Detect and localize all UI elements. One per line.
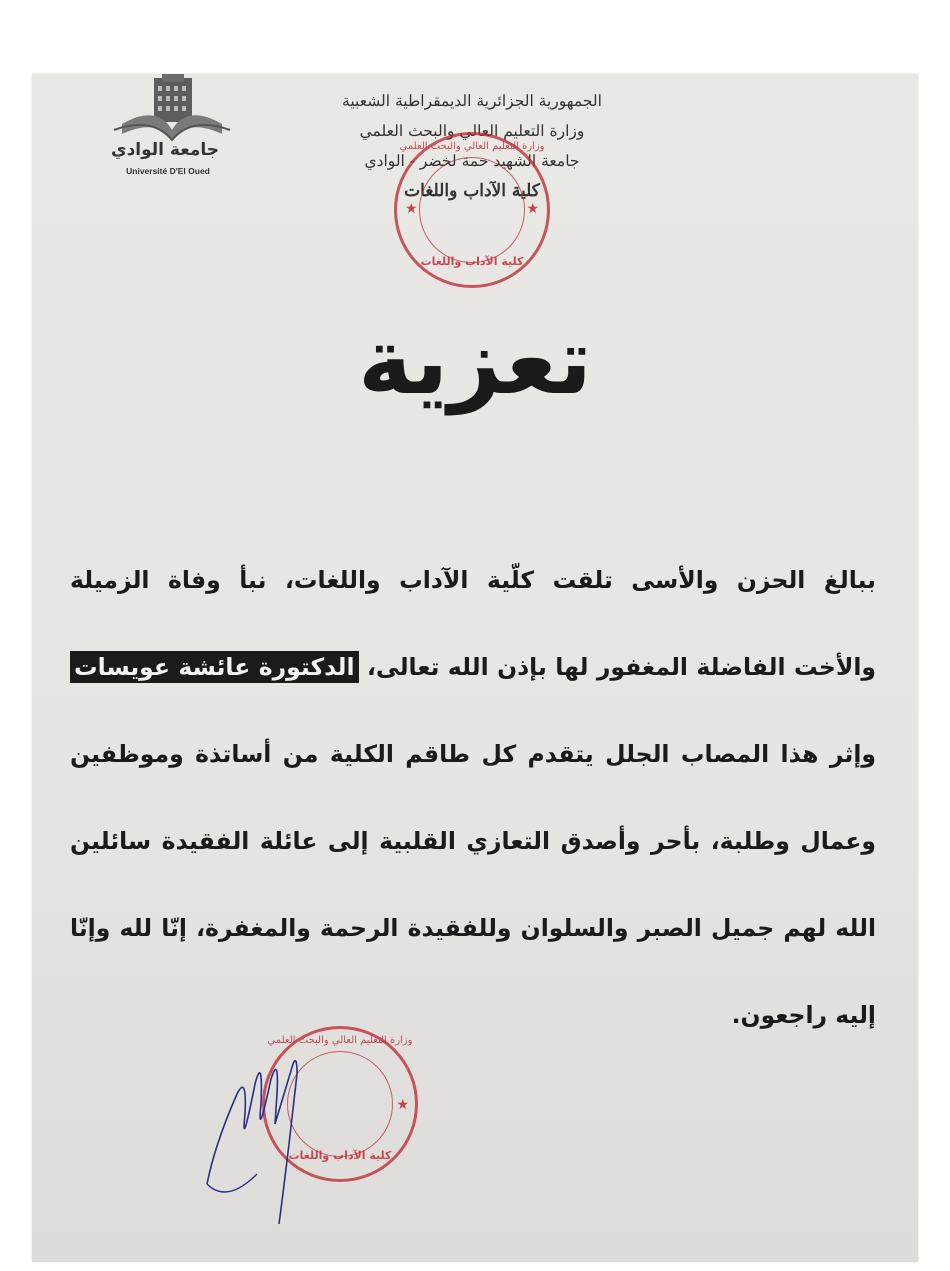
- stamp-top-text: وزارة التعليم العالي والبحث العلمي: [267, 1035, 413, 1046]
- logo-latin-name: Université D'El Oued: [126, 166, 210, 176]
- stamp-bottom-text: كلية الآداب واللغات: [420, 255, 524, 268]
- condolence-body: [70, 558, 876, 1080]
- body-line-1: ببالغ الحزن والأسى تلقت كلّية الآداب واللغات، نبأ وفاة الزميلة: [70, 566, 876, 594]
- body-line-5: الله لهم جميل الصبر والسلوان وللفقيدة الرحمة والمغفرة، إنّا لله وإنّا: [70, 914, 876, 942]
- star-icon: ★: [396, 1097, 409, 1113]
- body-line-6: إليه راجعون.: [731, 1001, 876, 1029]
- body-line-2-text: والأخت الفاضلة المغفور لها بإذن الله تعالى،: [367, 653, 876, 681]
- header-ministry: وزارة التعليم العالي والبحث العلمي: [359, 122, 585, 140]
- signature-mark: [197, 1024, 317, 1244]
- header-republic: الجمهورية الجزائرية الديمقراطية الشعبية: [342, 92, 602, 110]
- stamp-bottom-text: كلية الآداب واللغات: [288, 1149, 392, 1162]
- header-faculty: كلية الآداب واللغات: [404, 181, 540, 201]
- body-line-4: وعمال وطلبة، بأحر وأصدق التعازي القلبية إلى عائلة الفقيدة سائلين: [70, 827, 876, 855]
- university-logo: [102, 74, 232, 184]
- stamp-top-text: وزارة التعليم العالي والبحث العلمي: [399, 141, 545, 152]
- star-icon: ★: [526, 201, 539, 217]
- header-university: جامعة الشهيد حمة لخضر - الوادي: [364, 152, 580, 170]
- official-stamp: [394, 132, 550, 288]
- star-icon: ★: [405, 201, 418, 217]
- page-title: تعزية: [357, 308, 593, 415]
- body-line-2: [70, 645, 876, 732]
- logo-arabic-name: جامعة الوادي: [111, 140, 219, 160]
- deceased-name-highlight: الدكتورة عائشة عويسات: [70, 651, 359, 683]
- building-book-icon: [102, 74, 232, 144]
- document-page: [32, 74, 918, 1262]
- body-line-3: وإثر هذا المصاب الجلل يتقدم كل طاقم الكلية من أساتذة وموظفين: [70, 740, 876, 768]
